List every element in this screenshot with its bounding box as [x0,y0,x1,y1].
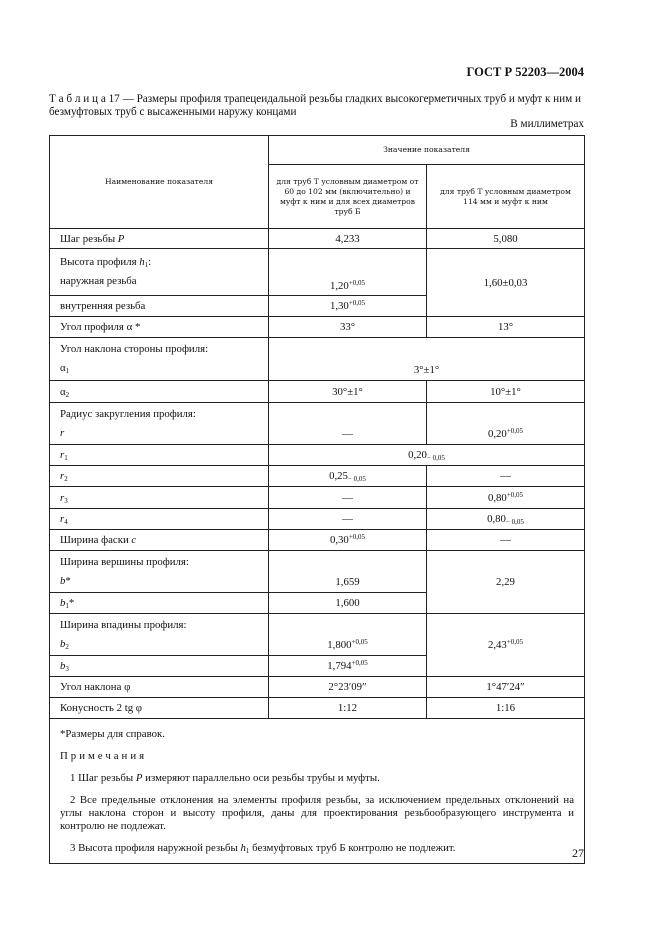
param-label: Радиус закругления профиля: r [50,403,269,445]
value-col2: 2,29 [427,551,585,614]
row-notes [50,719,585,864]
value-col1: 1:12 [269,698,427,719]
param-label: Ширина фаски c [50,530,269,551]
thread-profile-table [49,135,585,864]
value-col1: 33° [269,317,427,338]
row-taper [50,698,585,719]
value-col2: — [427,530,585,551]
caption-text: — Размеры профиля трапецеидальной резьбы гладких высокогерметичных труб и муфт к ним и безмуфтовых труб с высаженными наружу концами [49,93,582,118]
note-3: 3 Высота профиля наружной резьбы $h_1$ безмуфтовых труб Б контролю не подлежит. [70,842,456,855]
param-label: $\alpha_2$ [50,381,269,403]
page-number: 27 [572,846,584,860]
value-merged: $0,20_{- 0,05}$ [269,445,585,466]
caption-prefix: Т а б л и ц а 17 [49,93,120,105]
param-label: $r_1$ [50,445,269,466]
value-col2: 5,080 [427,229,585,249]
param-label: Угол наклона φ [50,677,269,698]
row-phi [50,677,585,698]
note-reference: *Размеры для справок. [60,728,165,740]
row-chamfer [50,530,585,551]
value-col1: $1,794^{+0,05}$ [269,656,427,677]
value-col1: $1,20^{+0,05}$ [269,249,427,296]
row-root-b2 [50,614,585,656]
header-col2: для труб Т условным диаметром 114 мм и муфт к ним [427,165,585,229]
value-col1: $0,25_{- 0,05}$ [269,466,427,487]
row-radius-r2 [50,466,585,487]
param-label: Ширина вершины профиля: b* [50,551,269,593]
param-label: внутренняя резьба [50,296,269,317]
units-note: В миллиметрах [510,118,584,130]
row-radius-r3 [50,487,585,509]
param-label: $b_3$ [50,656,269,677]
table-caption [49,93,584,118]
value-col1: — [269,403,427,445]
param-label: $b_1*$ [50,593,269,614]
param-label: $r_3$ [50,487,269,509]
row-radius-r [50,403,585,445]
param-label: Шаг резьбы P [50,229,269,249]
param-label: $r_4$ [50,509,269,530]
row-radius-r1 [50,445,585,466]
value-col2: 10°±1° [427,381,585,403]
value-col2: $0,20^{+0,05}$ [427,403,585,445]
value-col1: 4,233 [269,229,427,249]
value-col1: 1,659 [269,551,427,593]
param-label: Угол наклона стороны профиля: $\alpha_1$ [50,338,269,381]
param-label: Угол профиля α * [50,317,269,338]
notes-block [50,719,585,864]
notes-heading: Примечания [60,750,148,762]
row-crest-b [50,551,585,593]
header-param: Наименование показателя [50,136,269,229]
value-col1: $1,30^{+0,05}$ [269,296,427,317]
row-radius-r4 [50,509,585,530]
row-step [50,229,585,249]
row-tilt-a2 [50,381,585,403]
value-col2: 1,60±0,03 [427,249,585,317]
param-label: Высота профиля $h_1$: наружная резьба [50,249,269,296]
value-col1: $0,30^{+0,05}$ [269,530,427,551]
value-col2: $2,43^{+0,05}$ [427,614,585,677]
row-height-outer [50,249,585,296]
value-col2: 1:16 [427,698,585,719]
value-col2: $0,80^{+0,05}$ [427,487,585,509]
param-label: Ширина впадины профиля: $b_2$ [50,614,269,656]
value-col2: 1°47′24″ [427,677,585,698]
value-col1: — [269,487,427,509]
value-merged: 3°±1° [269,338,585,381]
note-2: 2 Все предельные отклонения на элементы профиля резьбы, за исключением предельных отклонений на углы наклона сторон и высоту профиля, даны для проектирования резьбообразующего инструмента и контролю не подлежат. [60,794,574,832]
value-col2: $0,80_{- 0,05}$ [427,509,585,530]
value-col2: 13° [427,317,585,338]
header-value-group: Значение показателя [269,136,585,165]
document-id: ГОСТ Р 52203—2004 [466,65,584,79]
value-col2: — [427,466,585,487]
value-col1: $1,800^{+0,05}$ [269,614,427,656]
row-tilt-a1 [50,338,585,381]
header-col1: для труб Т условным диаметром от 60 до 102 мм (включительно) и муфт к ним и для всех диаметров труб Б [269,165,427,229]
value-col1: 30°±1° [269,381,427,403]
note-1: 1 Шаг резьбы P измеряют параллельно оси резьбы трубы и муфты. [70,772,380,784]
value-col1: — [269,509,427,530]
value-col1: 1,600 [269,593,427,614]
param-label: $r_2$ [50,466,269,487]
row-angle [50,317,585,338]
param-label: Конусность 2 tg φ [50,698,269,719]
value-col1: 2°23′09″ [269,677,427,698]
